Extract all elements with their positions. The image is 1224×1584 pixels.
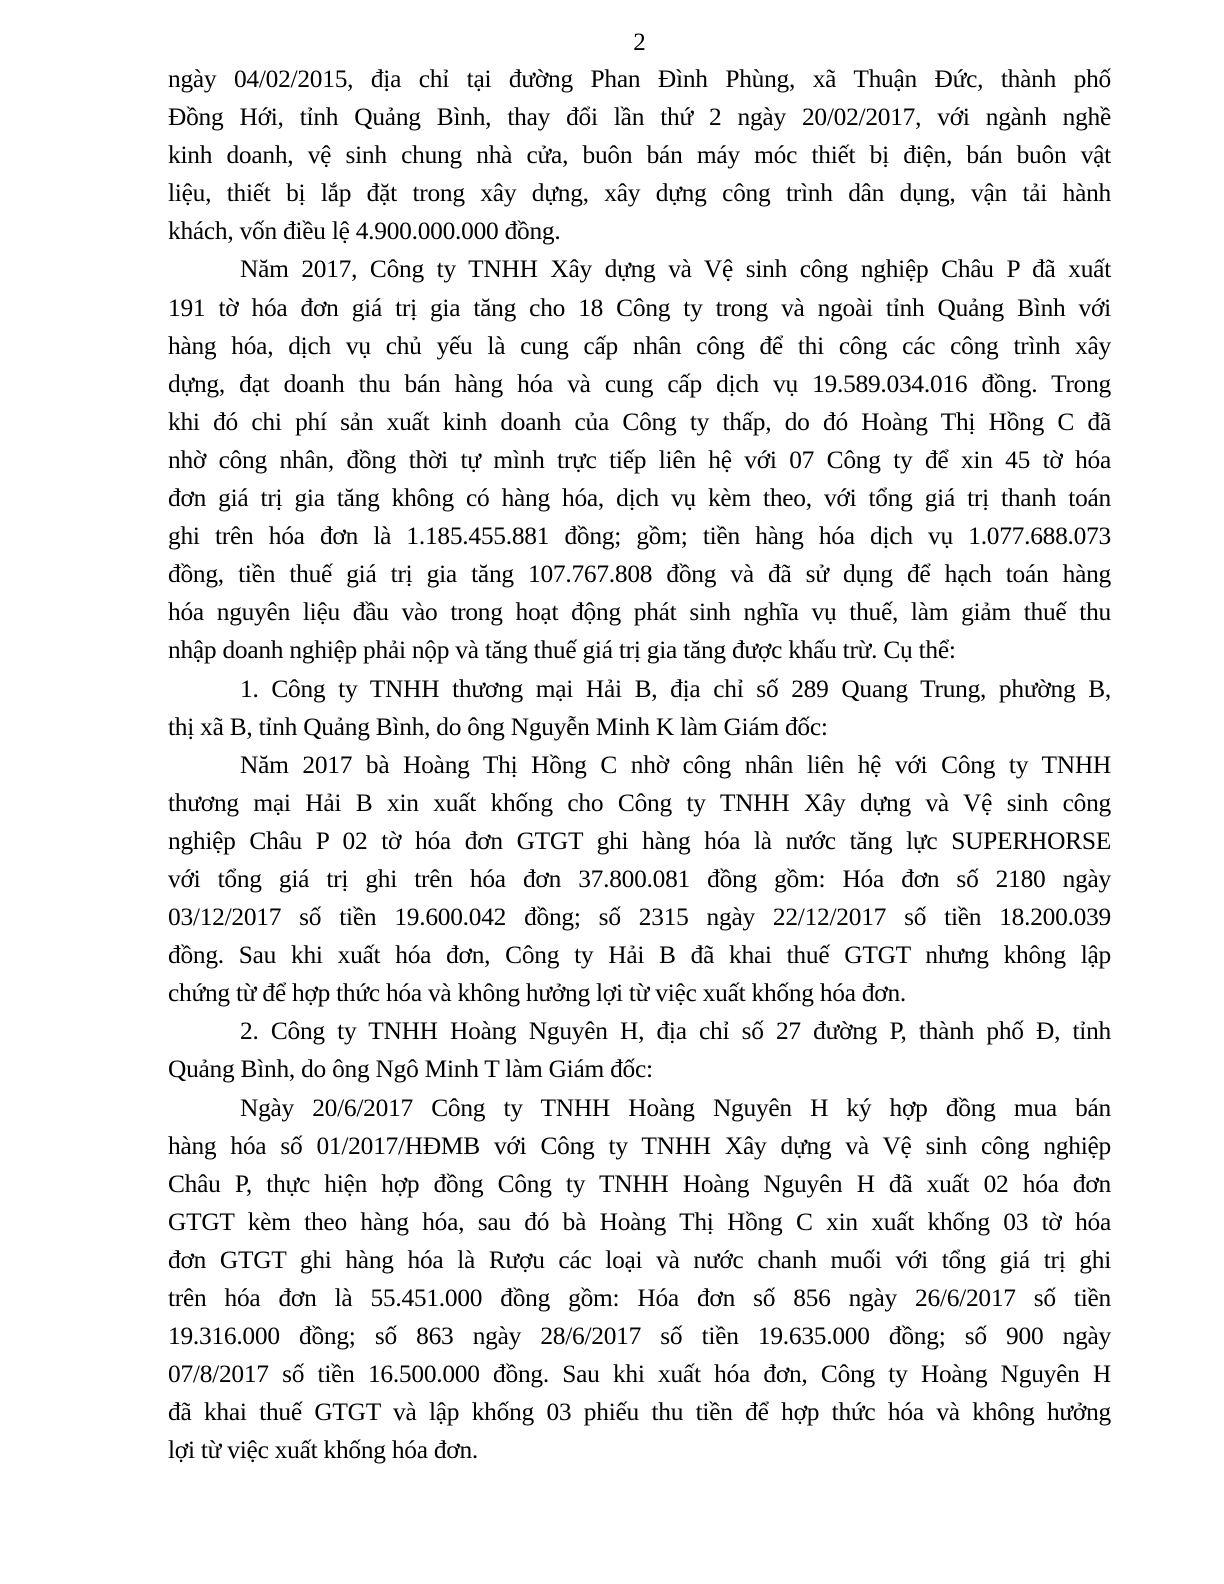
document-page <box>168 26 1111 1469</box>
text-line: Năm 2017, Công ty TNHH Xây dựng và Vệ sinh công nghiệp Châu P đã xuất <box>240 255 1111 284</box>
text-line: hóa nguyên liệu đầu vào trong hoạt động phát sinh nghĩa vụ thuế, làm giảm thuế thu <box>168 598 1111 627</box>
text-line: ghi trên hóa đơn là 1.185.455.881 đồng; gồm; tiền hàng hóa dịch vụ 1.077.688.073 <box>168 522 1111 551</box>
paragraph <box>168 1012 1111 1088</box>
text-line: dựng, đạt doanh thu bán hàng hóa và cung cấp dịch vụ 19.589.034.016 đồng. Trong <box>168 369 1111 398</box>
text-line: 03/12/2017 số tiền 19.600.042 đồng; số 2315 ngày 22/12/2017 số tiền 18.200.039 <box>168 903 1111 932</box>
page-number: 2 <box>633 29 646 56</box>
text-line: 1. Công ty TNHH thương mại Hải B, địa chỉ số 289 Quang Trung, phường B, <box>240 674 1111 703</box>
text-line: chứng từ để hợp thức hóa và không hưởng lợi từ việc xuất khống hóa đơn. <box>168 979 906 1008</box>
text-line: đồng, tiền thuế giá trị gia tăng 107.767.808 đồng và đã sử dụng để hạch toán hàng <box>168 560 1111 589</box>
text-line: thị xã B, tỉnh Quảng Bình, do ông Nguyễn Minh K làm Giám đốc: <box>168 712 828 741</box>
paragraph <box>168 250 1111 669</box>
text-line: Đồng Hới, tỉnh Quảng Bình, thay đổi lần thứ 2 ngày 20/02/2017, với ngành nghề <box>168 103 1111 132</box>
text-line: đã khai thuế GTGT và lập khống 03 phiếu thu tiền để hợp thức hóa và không hưởng <box>168 1398 1111 1427</box>
text-line: với tổng giá trị ghi trên hóa đơn 37.800.081 đồng gồm: Hóa đơn số 2180 ngày <box>168 864 1111 893</box>
text-line: trên hóa đơn là 55.451.000 đồng gồm: Hóa đơn số 856 ngày 26/6/2017 số tiền <box>168 1284 1111 1312</box>
text-line: nhập doanh nghiệp phải nộp và tăng thuế giá trị gia tăng được khấu trừ. Cụ thể: <box>168 636 956 665</box>
text-line: kinh doanh, vệ sinh chung nhà cửa, buôn bán máy móc thiết bị điện, bán buôn vật <box>168 141 1111 170</box>
text-line: khi đó chi phí sản xuất kinh doanh của Công ty thấp, do đó Hoàng Thị Hồng C đã <box>168 407 1111 436</box>
text-line: đơn giá trị gia tăng không có hàng hóa, dịch vụ kèm theo, với tổng giá trị thanh toán <box>168 484 1111 513</box>
text-line: lợi từ việc xuất khống hóa đơn. <box>168 1436 478 1465</box>
text-line: nhờ công nhân, đồng thời tự mình trực tiếp liên hệ với 07 Công ty để xin 45 tờ hóa <box>168 445 1111 474</box>
paragraph <box>168 1089 1111 1470</box>
document-body <box>168 60 1111 1469</box>
text-line: Quảng Bình, do ông Ngô Minh T làm Giám đốc: <box>168 1055 653 1084</box>
text-line: liệu, thiết bị lắp đặt trong xây dựng, xây dựng công trình dân dụng, vận tải hành <box>168 179 1111 208</box>
text-line: Châu P, thực hiện hợp đồng Công ty TNHH Hoàng Nguyên H đã xuất 02 hóa đơn <box>168 1169 1111 1198</box>
text-line: Năm 2017 bà Hoàng Thị Hồng C nhờ công nhân liên hệ với Công ty TNHH <box>240 750 1111 779</box>
text-line: 07/8/2017 số tiền 16.500.000 đồng. Sau khi xuất hóa đơn, Công ty Hoàng Nguyên H <box>168 1360 1111 1389</box>
text-line: Ngày 20/6/2017 Công ty TNHH Hoàng Nguyên H ký hợp đồng mua bán <box>240 1093 1111 1122</box>
text-line: nghiệp Châu P 02 tờ hóa đơn GTGT ghi hàng hóa là nước tăng lực SUPERHORSE <box>168 826 1111 855</box>
text-line: đồng. Sau khi xuất hóa đơn, Công ty Hải B đã khai thuế GTGT nhưng không lập <box>168 941 1111 970</box>
text-line: GTGT kèm theo hàng hóa, sau đó bà Hoàng Thị Hồng C xin xuất khống 03 tờ hóa <box>168 1207 1111 1236</box>
paragraph <box>168 670 1111 746</box>
text-line: 2. Công ty TNHH Hoàng Nguyên H, địa chỉ số 27 đường P, thành phố Đ, tỉnh <box>240 1017 1111 1046</box>
text-line: hàng hóa, dịch vụ chủ yếu là cung cấp nhân công để thi công các công trình xây <box>168 331 1111 360</box>
text-line: ngày 04/02/2015, địa chỉ tại đường Phan Đình Phùng, xã Thuận Đức, thành phố <box>168 65 1111 93</box>
text-line: đơn GTGT ghi hàng hóa là Rượu các loại và nước chanh muối với tổng giá trị ghi <box>168 1245 1111 1274</box>
text-line: 191 tờ hóa đơn giá trị gia tăng cho 18 Công ty trong và ngoài tỉnh Quảng Bình với <box>168 293 1111 322</box>
text-line: thương mại Hải B xin xuất khống cho Công ty TNHH Xây dựng và Vệ sinh công <box>168 788 1111 817</box>
text-line: 19.316.000 đồng; số 863 ngày 28/6/2017 số tiền 19.635.000 đồng; số 900 ngày <box>168 1322 1111 1351</box>
text-line: khách, vốn điều lệ 4.900.000.000 đồng. <box>168 217 561 246</box>
paragraph <box>168 746 1111 1013</box>
text-line: hàng hóa số 01/2017/HĐMB với Công ty TNHH Xây dựng và Vệ sinh công nghiệp <box>168 1131 1111 1160</box>
paragraph <box>168 60 1111 250</box>
